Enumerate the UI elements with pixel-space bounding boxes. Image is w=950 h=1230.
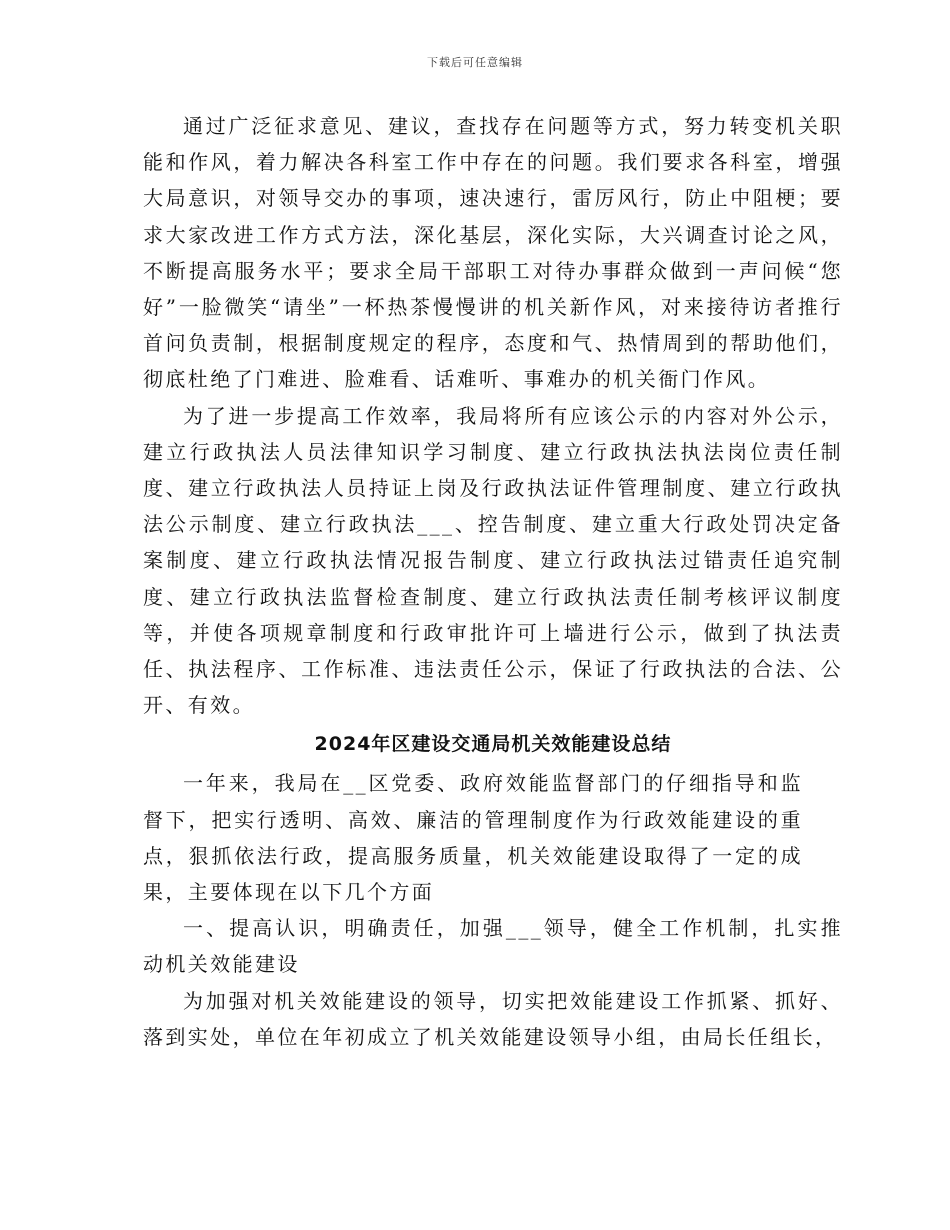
- document-body: [143, 108, 843, 1055]
- paragraph-work-style: 通过广泛征求意见、建议，查找存在问题等方式，努力转变机关职能和作风，着力解决各科室工作中存在的问题。我们要求各科室，增强大局意识，对领导交办的事项，速决速行，雷厉风行，防止中阻梗；要求大家改进工作方式方法，深化基层，深化实际，大兴调查讨论之风，不断提高服务水平；要求全局干部职工对待办事群众做到一声问候“您好”一脸微笑“请坐”一杯热茶慢慢讲的机关新作风，对来接待访者推行首问负责制，根据制度规定的程序，态度和气、热情周到的帮助他们，彻底杜绝了门难进、脸难看、话难听、事难办的机关衙门作风。: [143, 114, 843, 392]
- paragraph-leadership: 为加强对机关效能建设的领导，切实把效能建设工作抓紧、抓好、落到实处，单位在年初成立了机关效能建设领导小组，由局长任组长，: [143, 988, 843, 1049]
- document-title: 2024年区建设交通局机关效能建设总结: [314, 733, 672, 756]
- section-heading-one: 一、提高认识，明确责任，加强___领导，健全工作机制，扎实推动机关效能建设: [143, 916, 843, 977]
- paragraph-efficiency: 为了进一步提高工作效率，我局将所有应该公示的内容对外公示，建立行政执法人员法律知识学习制度、建立行政执法执法岗位责任制度、建立行政执法人员持证上岗及行政执法证件管理制度、建立行政执法公示制度、建立行政执法___、控告制度、建立重大行政处罚决定备案制度、建立行政执法情况报告制度、建立行政执法过错责任追究制度、建立行政执法监督检查制度、建立行政执法责任制考核评议制度等，并使各项规章制度和行政审批许可上墙进行公示，做到了执法责任、执法程序、工作标准、违法责任公示，保证了行政执法的合法、公开、有效。: [143, 403, 843, 718]
- page-header-note: 下载后可任意编辑: [427, 56, 523, 69]
- paragraph-intro: 一年来，我局在__区党委、政府效能监督部门的仔细指导和监督下，把实行透明、高效、廉洁的管理制度作为行政效能建设的重点，狠抓依法行政，提高服务质量，机关效能建设取得了一定的成果，主要体现在以下几个方面: [143, 771, 803, 905]
